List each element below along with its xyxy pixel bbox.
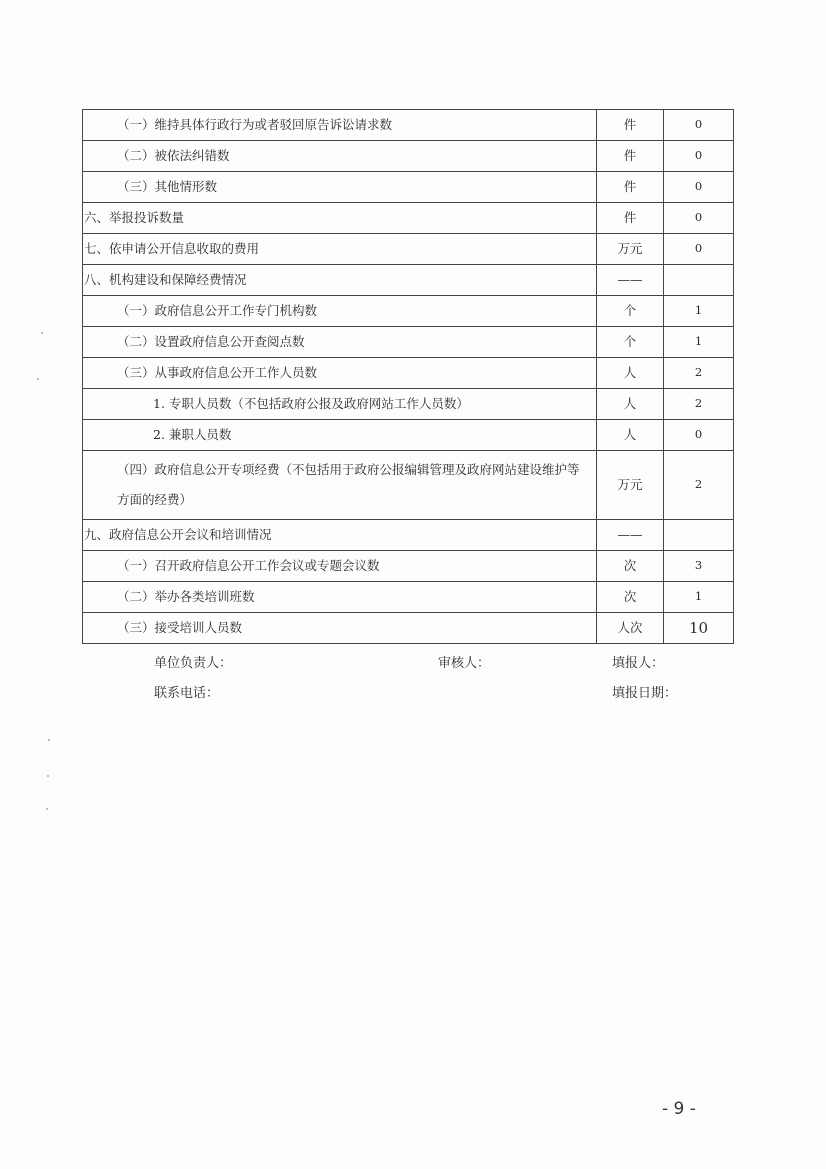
row-unit: 件 [597, 172, 664, 203]
row-unit: 人次 [597, 613, 664, 644]
table-row [83, 358, 734, 389]
row-unit: 万元 [597, 234, 664, 265]
table-row [83, 451, 734, 520]
table-row [83, 203, 734, 234]
row-unit: 人 [597, 358, 664, 389]
row-value: 1 [664, 327, 734, 358]
row-value: 0 [664, 234, 734, 265]
row-unit: 次 [597, 582, 664, 613]
table-row [83, 141, 734, 172]
scan-speck [37, 378, 39, 380]
row-unit: 万元 [597, 451, 664, 520]
table-row [83, 327, 734, 358]
table-row [83, 389, 734, 420]
scan-speck [48, 739, 50, 741]
table-row [83, 420, 734, 451]
reviewer-label: 审核人： [438, 656, 491, 671]
row-item-label: （三）其他情形数 [83, 172, 597, 203]
row-value: 2 [664, 358, 734, 389]
row-value: 1 [664, 296, 734, 327]
table-row [83, 613, 734, 644]
row-value [664, 265, 734, 296]
row-item-label: 六、举报投诉数量 [83, 203, 597, 234]
row-unit: 个 [597, 296, 664, 327]
row-value: 0 [664, 172, 734, 203]
filler-label: 填报人： [612, 656, 665, 671]
row-item-label: 1. 专职人员数（不包括政府公报及政府网站工作人员数） [83, 389, 597, 420]
row-item-label: （一）维持具体行政行为或者驳回原告诉讼请求数 [83, 110, 597, 141]
row-value [664, 520, 734, 551]
row-item-label: （一）政府信息公开工作专门机构数 [83, 296, 597, 327]
row-value: 10 [664, 613, 734, 644]
row-item-label: （三）接受培训人员数 [83, 613, 597, 644]
row-unit: 人 [597, 420, 664, 451]
row-value: 0 [664, 203, 734, 234]
fill-date-label: 填报日期： [612, 686, 678, 701]
scan-speck [47, 775, 49, 777]
table-row [83, 265, 734, 296]
row-item-label: （二）设置政府信息公开查阅点数 [83, 327, 597, 358]
row-item-label: 七、依申请公开信息收取的费用 [83, 234, 597, 265]
row-unit: 件 [597, 203, 664, 234]
row-item-label: 2. 兼职人员数 [83, 420, 597, 451]
row-item-label: （三）从事政府信息公开工作人员数 [83, 358, 597, 389]
row-value: 0 [664, 420, 734, 451]
row-unit: —— [597, 520, 664, 551]
row-value: 1 [664, 582, 734, 613]
row-unit: —— [597, 265, 664, 296]
table-row [83, 110, 734, 141]
table-row [83, 172, 734, 203]
table-row [83, 234, 734, 265]
contact-phone-label: 联系电话： [154, 686, 220, 701]
row-unit: 件 [597, 141, 664, 172]
table-row [83, 296, 734, 327]
unit-head-label: 单位负责人： [154, 656, 233, 671]
row-item-label: 八、机构建设和保障经费情况 [83, 265, 597, 296]
row-value: 0 [664, 110, 734, 141]
row-value: 0 [664, 141, 734, 172]
row-unit: 人 [597, 389, 664, 420]
scan-speck [41, 332, 43, 334]
table-row [83, 551, 734, 582]
row-value: 2 [664, 451, 734, 520]
row-value: 2 [664, 389, 734, 420]
page-number: - 9 - [662, 1099, 696, 1119]
table-row [83, 582, 734, 613]
row-unit: 件 [597, 110, 664, 141]
scan-speck [46, 808, 48, 810]
row-unit: 次 [597, 551, 664, 582]
row-value: 3 [664, 551, 734, 582]
row-item-label: （四）政府信息公开专项经费（不包括用于政府公报编辑管理及政府网站建设维护等方面的经费） [83, 451, 597, 520]
statistics-table [82, 109, 734, 644]
row-item-label: （一）召开政府信息公开工作会议或专题会议数 [83, 551, 597, 582]
row-item-label: 九、政府信息公开会议和培训情况 [83, 520, 597, 551]
row-item-label: （二）被依法纠错数 [83, 141, 597, 172]
table-row [83, 520, 734, 551]
row-item-label: （二）举办各类培训班数 [83, 582, 597, 613]
row-unit: 个 [597, 327, 664, 358]
